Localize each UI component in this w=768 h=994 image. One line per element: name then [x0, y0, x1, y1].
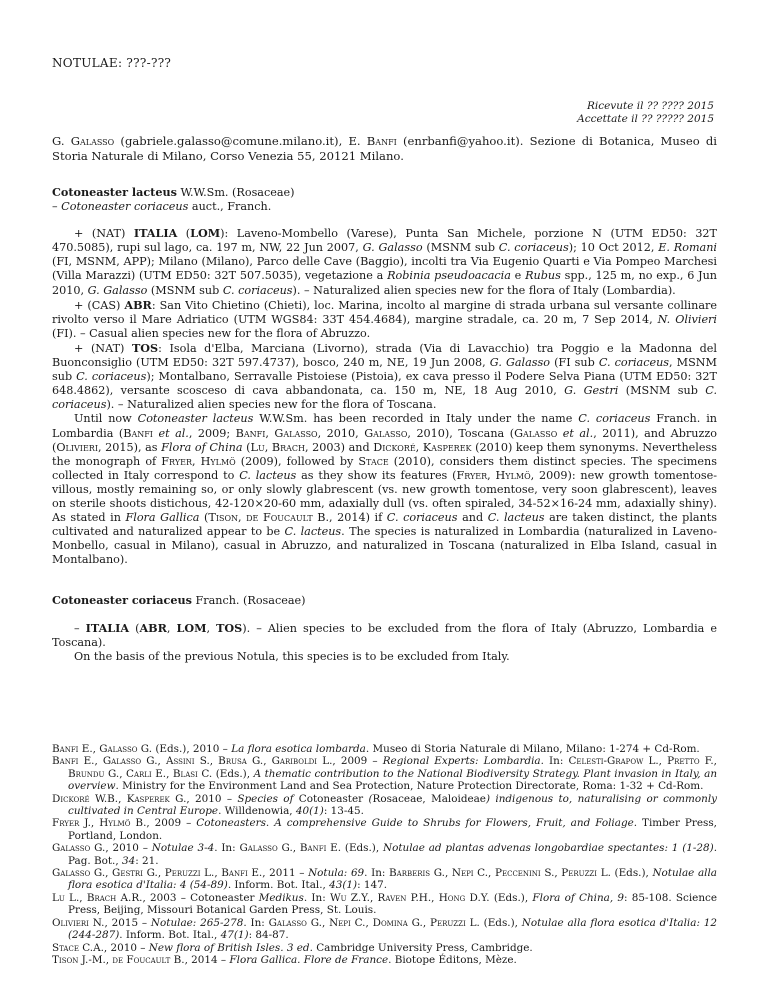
record-lombardia: + (NAT) ITALIA (LOM): Laveno-Mombello (Varese), Punta San Michele, porzione N (UTM ED50: 32T 470.5085), rupi sul lago, ca. 197 m, NW, 22 Jun 2007, G. Galasso (MSNM sub C. coriaceus); 10 Oct 2012, E. Romani (FI, MSNM, APP); Milano (Milano), Parco delle Cave (Baggio), incolti tra Via Eugenio Quarti e Via Pompeo Marchesi (Villa Marazzi) (UTM ED50: 32T 507.5035), vegetazione a Robinia pseudoacacia e Rubus spp., 125 m, no exp., 6 Jun 2010, G. Galasso (MSNM sub C. coriaceus). – Naturalized alien species new for the flora of Italy (Lombardia). — [52, 226, 718, 297]
running-title: NOTULAE: ???-??? — [52, 56, 172, 70]
record-abruzzo: + (CAS) ABR: San Vito Chietino (Chieti), loc. Marina, incolto al margine di strada urbana sul versante collinare rivolto verso il Mare Adriatico (UTM WGS84: 33T 454.4684), margine stradale, ca. 20 m, 7 Sep 2014, N. Olivieri (FI). – Casual alien species new for the flora of Abruzzo. — [52, 297, 717, 340]
reference-item: Fryer J., Hylmö B., 2009 – Cotoneasters. A comprehensive Guide to Shrubs for Flowers, Fruit, and Foliage. Timber Press, Portland, London. — [52, 817, 717, 842]
reference-item: Galasso G., Gestri G., Peruzzi L., Banfi E., 2011 – Notula: 69. In: Barberis G., Nepi C., Peccenini S., Peruzzi L. (Eds.), Notulae alla flora esotica d'Italia: 4 (54-89). Inform. Bot. Ital., 43(1): 147. — [52, 867, 717, 892]
running-header — [52, 56, 171, 70]
reference-item: Tison J.-M., de Foucault B., 2014 – Flora Gallica. Flore de France. Biotope Éditons, Mèze. — [52, 953, 517, 966]
section-synonym: – Cotoneaster coriaceus auct., Franch. — [52, 200, 272, 214]
section-title-coriaceus: Cotoneaster coriaceus Franch. (Rosaceae) — [52, 593, 306, 608]
reference-item: Banfi E., Galasso G. (Eds.), 2010 – La flora esotica lombarda. Museo di Storia Naturale di Milano, Milano: 1-274 + Cd-Rom. — [52, 743, 700, 755]
exclusion-note: On the basis of the previous Notula, this species is to be excluded from Italy. — [74, 649, 510, 663]
author-affiliation: G. Galasso (gabriele.galasso@comune.milano.it), E. Banfi (enrbanfi@yahoo.it). Sezione di Botanica, Museo di Storia Naturale di Milano, Corso Venezia 55, 20121 Milano. — [52, 134, 717, 163]
reference-item: Banfi E., Galasso G., Assini S., Brusa G., Gariboldi L., 2009 – Regional Experts: Lombardia. In: Celesti-Grapow L., Pretto F., Brundu G., Carli E., Blasi C. (Eds.), A thematic contribution to the National Biodiversity Strategy. Plant invasion in Italy, an overview. Ministry for the Environment Land and Sea Protection, Nature Protection Directorate, Roma: 1-32 + Cd-Rom. — [52, 755, 718, 793]
reference-item: Dickoré W.B., Kasperek G., 2010 – Species of Cotoneaster (Rosaceae, Maloideae) indigenous to, naturalising or commonly cultivated in Central Europe. Willdenowia, 40(1): 13-45. — [52, 792, 718, 818]
accepted-date: Accettate il ?? ????? 2015 — [577, 113, 714, 125]
reference-item: Galasso G., 2010 – Notulae 3-4. In: Galasso G., Banfi E. (Eds.), Notulae ad plantas advenas longobardiae spectantes: 1 (1-28). Pag. Bot., 34: 21. — [52, 842, 717, 867]
reference-item: Lu L., Brach A.R., 2003 – Cotoneaster Medikus. In: Wu Z.Y., Raven P.H., Hong D.Y. (Eds.), Flora of China, 9: 85-108. Science Press, Beijing, Missouri Botanical Garden Press, St. Louis. — [52, 891, 717, 917]
exclusion-record: – ITALIA (ABR, LOM, TOS). – Alien species to be excluded from the flora of Italy (Abruzzo, Lombardia e Toscana). — [52, 620, 718, 649]
references-list — [52, 743, 717, 966]
record-toscana: + (NAT) TOS: Isola d'Elba, Marciana (Livorno), strada (Via di Lavacchio) tra Poggio e la Madonna del Buonconsiglio (UTM ED50: 32T 597.4737), bosco, 240 m, NE, 19 Jun 2008, G. Galasso (FI sub C. coriaceus, MSNM sub C. coriaceus); Montalbano, Serravalle Pistoiese (Pistoia), ex cava presso il Podere Selva Piana (UTM ED50: 32T 648.4862), versante scosceso di cava abbandonata, ca. 150 m, NE, 18 Aug 2010, G. Gestri (MSNM sub C. coriaceus). – Naturalized alien species new for the flora of Toscana. — [52, 340, 718, 412]
discussion-paragraph: Until now Cotoneaster lacteus W.W.Sm. has been recorded in Italy under the name C. coriaceus Franch. in Lombardia (Banfi et al., 2009; Banfi, Galasso, 2010, Galasso, 2010), Toscana (Galasso et al., 2011), and Abruzzo (Olivieri, 2015), as Flora of China (Lu, Brach, 2003) and Dickoré, Kasperek (2010) keep them synonyms. Nevertheless the monograph of Fryer, Hylmö (2009), followed by Stace (2010), considers them distinct species. The specimens collected in Italy correspond to C. lacteus as they show its features (Fryer, Hylmö, 2009): new growth tomentose-villous, mostly remaining so, or only slowly glabrescent (vs. new growth tomentose, very soon glabrescent), leaves on sterile shoots distichous, 42-120×20-60 mm, adaxially dull (vs. often spiraled, 34-52×16-24 mm, adaxially shiny). As stated in Flora Gallica (Tison, de Foucault B., 2014) if C. coriaceus and C. lacteus are taken distinct, the plants cultivated and naturalized appear to be C. lacteus. The species is naturalized in Lombardia (naturalized in Laveno-Monbello, casual in Milano), casual in Abruzzo, and naturalized in Toscana (naturalized in Elba Island, casual in Montalbano). — [52, 412, 718, 567]
section-title-lacteus: Cotoneaster lacteus W.W.Sm. (Rosaceae) — [52, 185, 295, 199]
submission-dates — [577, 100, 714, 126]
reference-item: Olivieri N., 2015 – Notulae: 265-278. In: Galasso G., Nepi C., Domina G., Peruzzi L. (Eds.), Notulae alla flora esotica d'Italia: 12 (244-287). Inform. Bot. Ital., 47(1): 84-87. — [52, 916, 718, 942]
main-text — [52, 185, 717, 664]
reference-item: Stace C.A., 2010 – New flora of British Isles. 3 ed. Cambridge University Press, Cambridge. — [52, 941, 533, 954]
received-date: Ricevute il ?? ???? 2015 — [586, 100, 714, 112]
